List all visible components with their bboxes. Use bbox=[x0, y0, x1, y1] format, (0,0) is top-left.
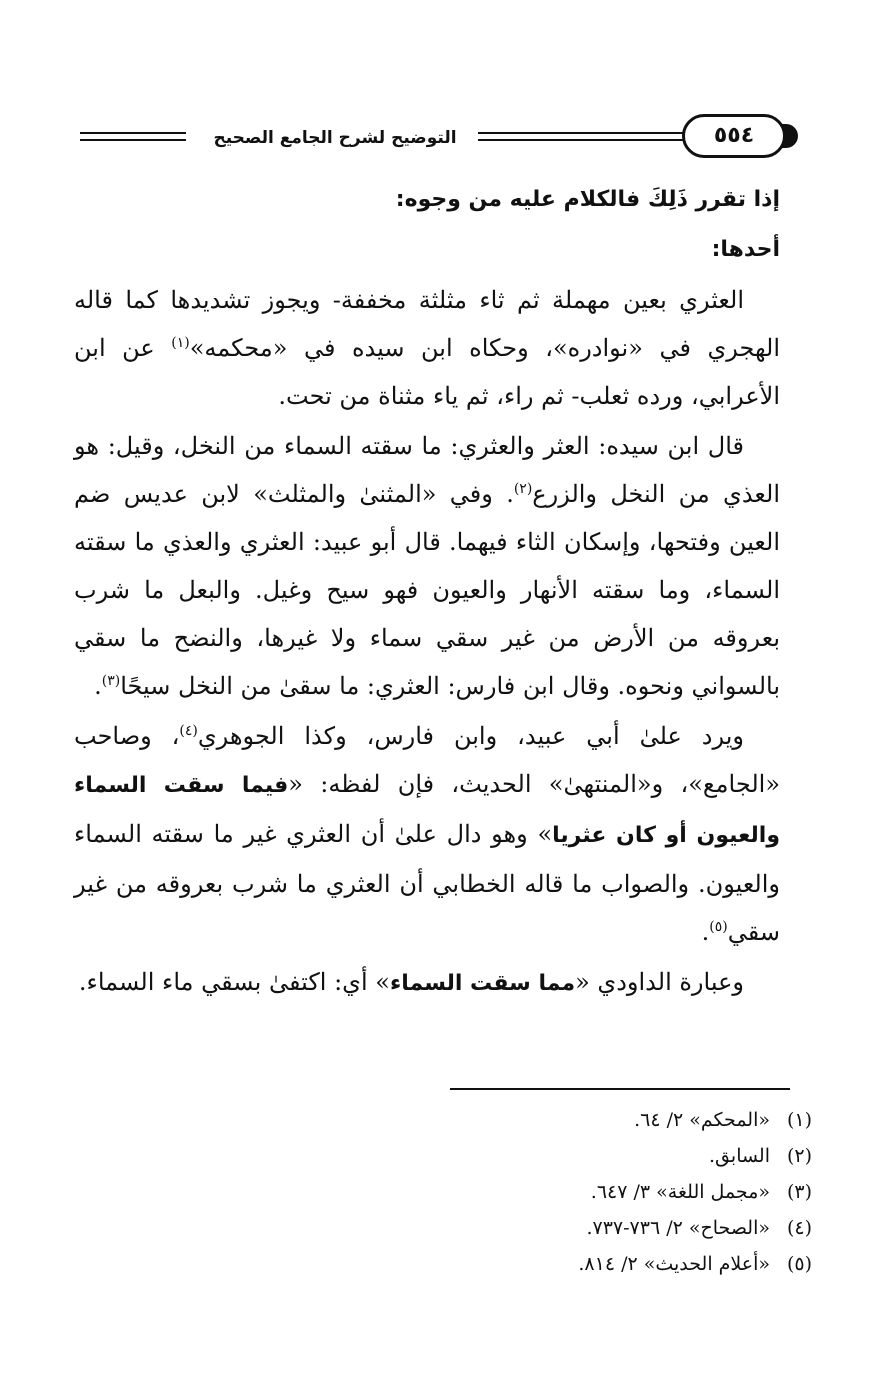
footnote-number: (٣) bbox=[786, 1181, 812, 1203]
page-header bbox=[70, 112, 814, 164]
header-rule-left-bottom bbox=[80, 139, 186, 141]
paragraph-3-text-a: ويرد علىٰ أبي عبيد، وابن فارس، وكذا الجوهري bbox=[197, 722, 744, 750]
footnote-item bbox=[440, 1246, 812, 1282]
paragraph-2-text-c: . bbox=[94, 672, 102, 700]
footnote-ref-4[interactable]: (٤) bbox=[179, 723, 198, 739]
footnote-separator bbox=[450, 1088, 790, 1090]
footnote-ref-3[interactable]: (٣) bbox=[101, 673, 121, 689]
footnote-ref-5[interactable]: (٥) bbox=[709, 919, 728, 935]
footnote-item bbox=[440, 1138, 812, 1174]
paragraph-3-text-d: . bbox=[701, 918, 710, 946]
footnote-text: السابق. bbox=[709, 1145, 770, 1167]
paragraph-2 bbox=[74, 422, 780, 710]
footnote-ref-2[interactable]: (٢) bbox=[513, 481, 533, 497]
header-rule-left-top bbox=[80, 132, 186, 134]
paragraph-4-text-b: » أي: اكتفىٰ بسقي ماء السماء. bbox=[78, 968, 390, 996]
footnote-text: «المحكم» ٢/ ٦٤. bbox=[634, 1109, 770, 1131]
page-number: ٥٥٤ bbox=[682, 114, 786, 158]
paragraph-3 bbox=[74, 712, 780, 956]
footnote-number: (١) bbox=[786, 1109, 812, 1131]
intro-line: إذا تقرر ذَلِكَ فالكلام عليه من وجوه: bbox=[395, 187, 780, 212]
paragraph-4 bbox=[74, 958, 780, 1008]
main-text bbox=[74, 176, 780, 1010]
paragraph-4-text-a: وعبارة الداودي « bbox=[575, 968, 744, 996]
paragraph-2-text-a: قال ابن سيده: العثر والعثري: ما سقته السماء من النخل، وقيل: هو العذي من النخل والزرع bbox=[74, 432, 780, 508]
hadith-quote-bold: فيما سقت السماء والعيون أو كان عثريا bbox=[74, 773, 780, 848]
footnote-text: «الصحاح» ٢/ ٧٣٦-٧٣٧. bbox=[586, 1217, 770, 1239]
footnote-ref-1[interactable]: (١) bbox=[171, 335, 190, 351]
header-rule-middle-bottom bbox=[478, 139, 684, 141]
paragraph-3-text-c: » وهو دال علىٰ أن العثري غير ما سقته السماء والعيون. والصواب ما قاله الخطابي أن العثري ما شرب بعروقه من غير سقي bbox=[74, 820, 780, 946]
footnote-number: (٤) bbox=[786, 1217, 812, 1239]
footnotes bbox=[440, 1102, 812, 1282]
running-title: التوضيح لشرح الجامع الصحيح bbox=[213, 128, 457, 148]
header-rule-middle-top bbox=[478, 132, 684, 134]
paragraph-1-text-b: عن ابن الأعرابي، ورده ثعلب- ثم راء، ثم ياء مثناة من تحت. bbox=[74, 334, 780, 410]
footnote-text: «مجمل اللغة» ٣/ ٦٤٧. bbox=[590, 1181, 770, 1203]
footnote-item bbox=[440, 1174, 812, 1210]
paragraph-1 bbox=[74, 276, 780, 420]
footnote-item bbox=[440, 1102, 812, 1138]
section-heading: أحدها: bbox=[711, 237, 780, 262]
paragraph-2-text-b: . وفي «المثنىٰ والمثلث» لابن عديس ضم العين وفتحها، وإسكان الثاء فيهما. قال أبو عبيد: العثري والعذي ما سقته السماء، وما سقته الأنهار والعيون فهو سيح وغيل. والبعل ما شرب بعروقه من الأرض من غير سقي سماء ولا غيرها، والنضح ما سقي بالسواني ونحوه. وقال ابن فارس: العثري: ما سقىٰ من النخل سيحًا bbox=[74, 480, 780, 700]
footnote-item bbox=[440, 1210, 812, 1246]
paragraph-1-text-a: العثري بعين مهملة ثم ثاء مثلثة مخففة- ويجوز تشديدها كما قاله الهجري في «نوادره»، وحكاه ابن سيده في «محكمه» bbox=[74, 286, 780, 362]
footnote-number: (٢) bbox=[786, 1145, 812, 1167]
footnote-text: «أعلام الحديث» ٢/ ٨١٤. bbox=[578, 1253, 770, 1275]
paragraph-3-text-b: ، وصاحب «الجامع»، و«المنتهىٰ» الحديث، فإن لفظه: « bbox=[74, 722, 780, 798]
quote-bold: مما سقت السماء bbox=[389, 971, 576, 996]
footnote-number: (٥) bbox=[786, 1253, 812, 1275]
